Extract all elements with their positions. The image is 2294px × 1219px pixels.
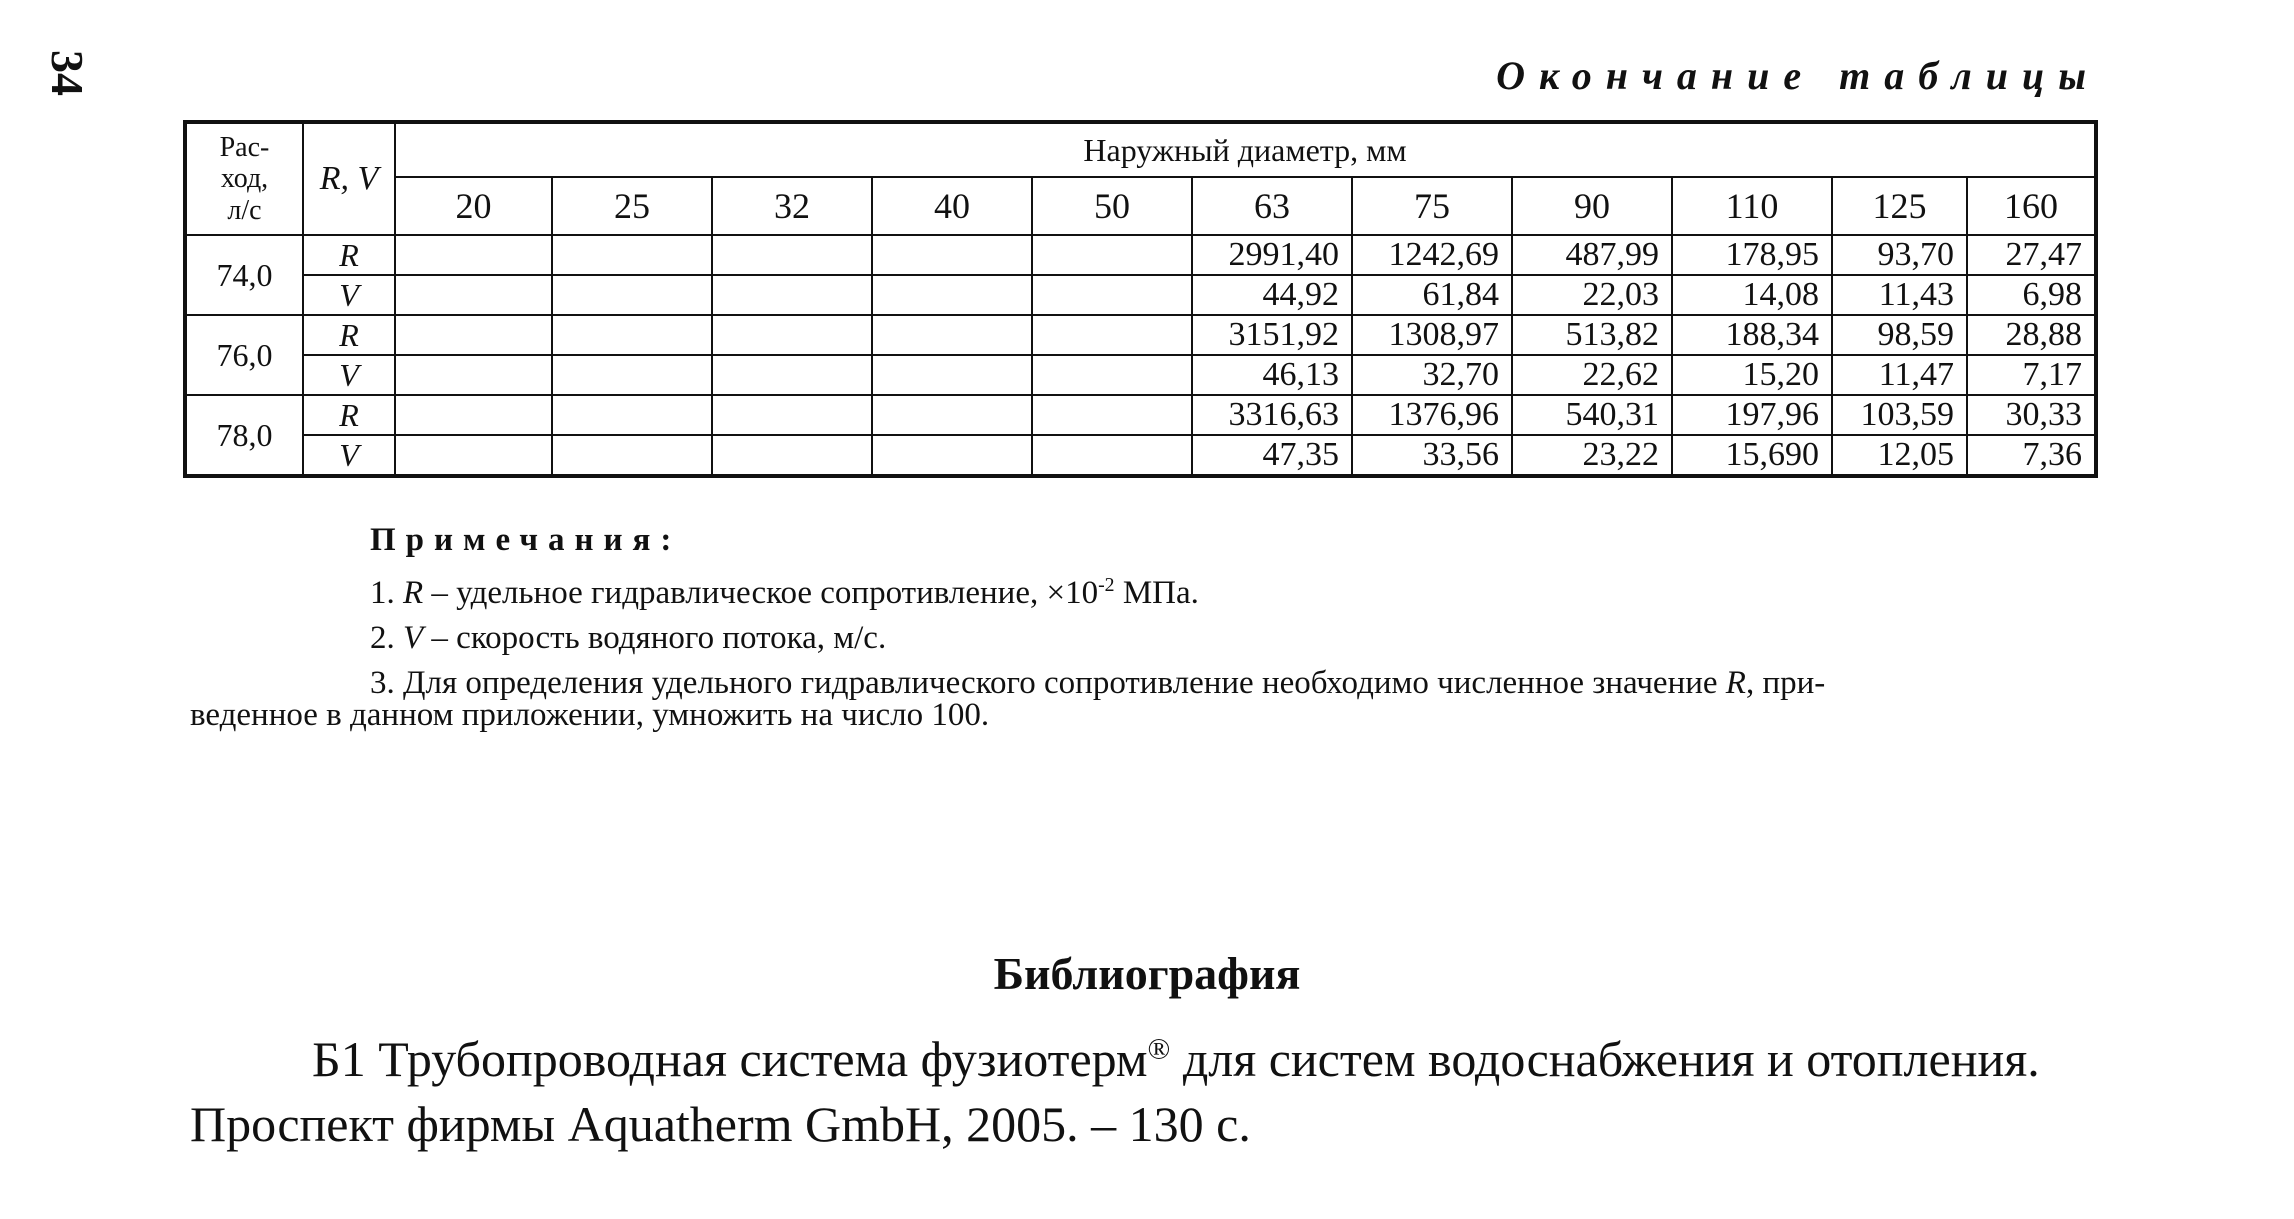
value-cell: 11,47 [1832, 355, 1967, 395]
value-cell [712, 355, 872, 395]
value-cell [1032, 355, 1192, 395]
value-cell: 1308,97 [1352, 315, 1512, 355]
note-3-continuation: веденное в данном приложении, умножить на число 100. [190, 697, 990, 733]
note-1-exponent: -2 [1098, 574, 1115, 596]
table-row [185, 235, 2096, 275]
flow-cell: 78,0 [185, 395, 303, 476]
value-cell [872, 315, 1032, 355]
value-cell [552, 275, 712, 315]
value-cell: 27,47 [1967, 235, 2096, 275]
bibliography-entry-part1: Б1 Трубопроводная система фузиотерм [312, 1031, 1148, 1087]
table-row [185, 435, 2096, 476]
value-cell [395, 315, 552, 355]
note-2-text: – скорость водяного потока, м/с. [423, 620, 887, 656]
note-3-text: 3. Для определения удельного гидравлического сопротивление необходимо численное значение [370, 665, 1726, 701]
table-row [185, 315, 2096, 355]
bibliography-entry-line1 [312, 1030, 2040, 1088]
value-cell: 30,33 [1967, 395, 2096, 435]
note-1-prefix: 1. [370, 575, 403, 611]
value-cell [552, 395, 712, 435]
hydraulic-table [183, 120, 2098, 478]
value-cell: 44,92 [1192, 275, 1352, 315]
value-cell [712, 435, 872, 476]
value-cell: 14,08 [1672, 275, 1832, 315]
param-cell: R [303, 395, 395, 435]
value-cell: 12,05 [1832, 435, 1967, 476]
table-continuation-label: Окончание таблицы [1496, 53, 2100, 98]
value-cell: 197,96 [1672, 395, 1832, 435]
value-cell: 540,31 [1512, 395, 1672, 435]
note-3-text-end: , при- [1745, 665, 1826, 701]
note-1-unit: МПа. [1114, 575, 1199, 611]
value-cell [552, 235, 712, 275]
value-cell: 178,95 [1672, 235, 1832, 275]
value-cell: 23,22 [1512, 435, 1672, 476]
value-cell [1032, 275, 1192, 315]
value-cell: 1242,69 [1352, 235, 1512, 275]
note-1-text: – удельное гидравлическое сопротивление, ×10 [423, 575, 1099, 611]
note-2-prefix: 2. [370, 620, 403, 656]
diameter-header: 25 [552, 177, 712, 235]
value-cell [872, 275, 1032, 315]
value-cell: 28,88 [1967, 315, 2096, 355]
value-cell [872, 355, 1032, 395]
value-cell: 513,82 [1512, 315, 1672, 355]
value-cell [552, 435, 712, 476]
param-cell: V [303, 435, 395, 476]
value-cell: 61,84 [1352, 275, 1512, 315]
param-cell: V [303, 355, 395, 395]
value-cell [395, 395, 552, 435]
value-cell: 1376,96 [1352, 395, 1512, 435]
diameter-header: 110 [1672, 177, 1832, 235]
value-cell [552, 355, 712, 395]
param-cell: R [303, 315, 395, 355]
diameter-header: 40 [872, 177, 1032, 235]
value-cell [395, 355, 552, 395]
page-number: 34 [42, 50, 93, 96]
diameter-header: 75 [1352, 177, 1512, 235]
flow-cell: 76,0 [185, 315, 303, 395]
param-cell: R [303, 235, 395, 275]
table-row [185, 355, 2096, 395]
flow-header [185, 122, 303, 235]
value-cell: 7,36 [1967, 435, 2096, 476]
note-1 [370, 563, 1825, 616]
value-cell [1032, 315, 1192, 355]
diameter-header: 90 [1512, 177, 1672, 235]
bibliography-entry-line2: Проспект фирмы Aquatherm GmbH, 2005. – 130 с. [190, 1096, 1251, 1152]
value-cell: 2991,40 [1192, 235, 1352, 275]
flow-header-line: ход, [220, 163, 269, 195]
value-cell: 6,98 [1967, 275, 2096, 315]
note-3-symbol: R [1725, 665, 1746, 701]
note-2 [370, 616, 1825, 661]
value-cell: 3316,63 [1192, 395, 1352, 435]
value-cell: 22,03 [1512, 275, 1672, 315]
value-cell: 46,13 [1192, 355, 1352, 395]
value-cell [1032, 435, 1192, 476]
value-cell: 47,35 [1192, 435, 1352, 476]
value-cell: 3151,92 [1192, 315, 1352, 355]
param-cell: V [303, 275, 395, 315]
table-row [185, 395, 2096, 435]
flow-header-line: л/с [227, 194, 262, 226]
value-cell [395, 235, 552, 275]
diameter-span-header: Наружный диаметр, мм [395, 122, 2096, 177]
diameter-header: 63 [1192, 177, 1352, 235]
value-cell [872, 435, 1032, 476]
value-cell [1032, 395, 1192, 435]
value-cell [872, 395, 1032, 435]
value-cell: 15,690 [1672, 435, 1832, 476]
diameter-header: 125 [1832, 177, 1967, 235]
diameter-header: 160 [1967, 177, 2096, 235]
value-cell [1032, 235, 1192, 275]
bibliography-entry-part2: для систем водоснабжения и отопления. [1170, 1031, 2040, 1087]
diameter-header: 32 [712, 177, 872, 235]
value-cell: 11,43 [1832, 275, 1967, 315]
value-cell [872, 235, 1032, 275]
value-cell [552, 315, 712, 355]
note-2-symbol: V [403, 620, 424, 656]
value-cell: 22,62 [1512, 355, 1672, 395]
value-cell [712, 395, 872, 435]
flow-header-line: Рас- [219, 131, 270, 163]
value-cell: 15,20 [1672, 355, 1832, 395]
value-cell [712, 315, 872, 355]
value-cell [712, 275, 872, 315]
value-cell [395, 275, 552, 315]
value-cell: 33,56 [1352, 435, 1512, 476]
flow-cell: 74,0 [185, 235, 303, 315]
notes [370, 518, 1825, 706]
note-1-symbol: R [403, 575, 424, 611]
rv-header: R, V [303, 122, 395, 235]
value-cell [395, 435, 552, 476]
value-cell: 7,17 [1967, 355, 2096, 395]
diameter-header: 20 [395, 177, 552, 235]
value-cell: 32,70 [1352, 355, 1512, 395]
value-cell: 487,99 [1512, 235, 1672, 275]
value-cell [712, 235, 872, 275]
value-cell: 188,34 [1672, 315, 1832, 355]
diameter-header: 50 [1032, 177, 1192, 235]
value-cell: 98,59 [1832, 315, 1967, 355]
registered-mark: ® [1147, 1032, 1171, 1066]
table-row [185, 275, 2096, 315]
notes-title: Примечания: [370, 522, 682, 558]
value-cell: 103,59 [1832, 395, 1967, 435]
bibliography-heading: Библиография [993, 948, 1301, 999]
value-cell: 93,70 [1832, 235, 1967, 275]
